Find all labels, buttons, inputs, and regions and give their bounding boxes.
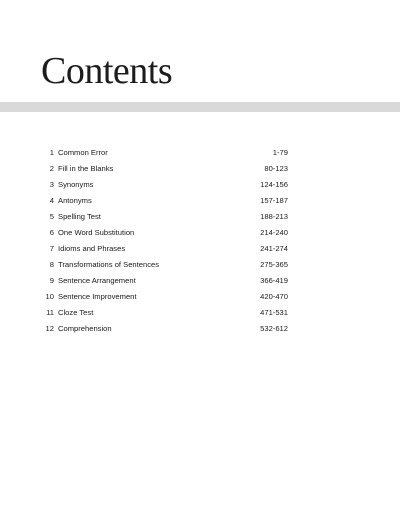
chapter-number: 12 <box>45 324 54 333</box>
toc-row[interactable] <box>0 193 400 209</box>
chapter-title: Common Error <box>58 148 108 157</box>
toc-row[interactable] <box>0 209 400 225</box>
page-range: 420-470 <box>260 292 288 301</box>
toc-row[interactable] <box>0 161 400 177</box>
toc-row[interactable] <box>0 177 400 193</box>
chapter-title: One Word Substitution <box>58 228 135 237</box>
page-range: 214-240 <box>260 228 288 237</box>
chapter-number: 10 <box>45 292 54 301</box>
chapter-number: 6 <box>49 228 54 237</box>
chapter-number: 11 <box>46 308 54 317</box>
chapter-title: Sentence Arrangement <box>58 276 136 285</box>
page-range: 157-187 <box>260 196 288 205</box>
chapter-title: Antonyms <box>58 196 92 205</box>
toc-row[interactable] <box>0 145 400 161</box>
chapter-number: 4 <box>49 196 54 205</box>
toc-row[interactable] <box>0 289 400 305</box>
chapter-number: 8 <box>49 260 54 269</box>
chapter-number: 2 <box>49 164 54 173</box>
page-range: 1-79 <box>272 148 288 157</box>
toc-row[interactable] <box>0 225 400 241</box>
chapter-title: Synonyms <box>58 180 94 189</box>
page-range: 471-531 <box>260 308 288 317</box>
chapter-title: Idioms and Phrases <box>58 244 126 253</box>
chapter-title: Sentence Improvement <box>58 292 137 301</box>
toc-row[interactable] <box>0 241 400 257</box>
chapter-number: 5 <box>49 212 54 221</box>
page-range: 80-123 <box>264 164 288 173</box>
chapter-title: Cloze Test <box>58 308 94 317</box>
chapter-title: Transformations of Sentences <box>58 260 160 269</box>
chapter-title: Spelling Test <box>58 212 101 221</box>
page-range: 366-419 <box>260 276 288 285</box>
page-range: 532-612 <box>260 324 288 333</box>
chapter-number: 1 <box>49 148 54 157</box>
page-title: Contents <box>41 50 173 92</box>
toc-row[interactable] <box>0 257 400 273</box>
page-range: 124-156 <box>260 180 288 189</box>
table-of-contents <box>0 145 400 337</box>
chapter-number: 3 <box>49 180 54 189</box>
chapter-title: Fill in the Blanks <box>58 164 114 173</box>
page-range: 275-365 <box>260 260 288 269</box>
toc-row[interactable] <box>0 273 400 289</box>
page-range: 188-213 <box>260 212 288 221</box>
title-rule <box>0 102 400 112</box>
toc-row[interactable] <box>0 305 400 321</box>
chapter-number: 9 <box>49 276 54 285</box>
chapter-number: 7 <box>49 244 54 253</box>
chapter-title: Comprehension <box>58 324 112 333</box>
toc-row[interactable] <box>0 321 400 337</box>
page-range: 241-274 <box>260 244 288 253</box>
